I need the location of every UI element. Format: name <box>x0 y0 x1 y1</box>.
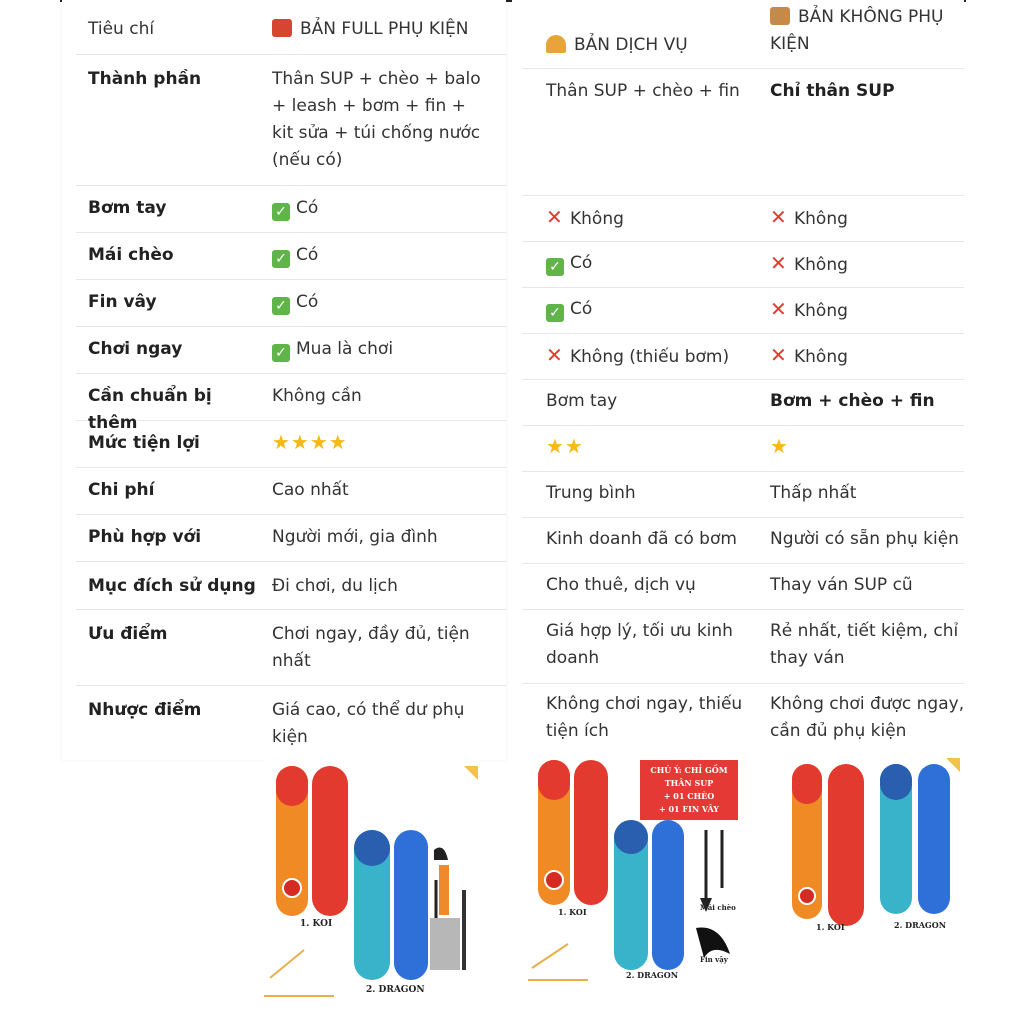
row-value: Không cần <box>272 386 362 406</box>
table-row <box>522 241 964 288</box>
red-board <box>312 766 348 916</box>
cross-icon: ✕ <box>770 205 787 229</box>
koi-caption: 1. KOI <box>300 919 333 929</box>
table-row <box>76 685 506 755</box>
table-row <box>522 609 964 684</box>
beach-umbrella-icon <box>546 35 566 53</box>
row-value: Đi chơi, du lịch <box>272 576 398 596</box>
cross-icon: ✕ <box>770 343 787 367</box>
no-accessory-value: ✕ Không <box>770 251 848 275</box>
row-label: Mái chèo <box>88 245 174 265</box>
cross-icon: ✕ <box>546 343 563 367</box>
service-value: ✕ Không (thiếu bơm) <box>546 343 730 367</box>
no-accessory-value: Rẻ nhất, tiết kiệm, chỉ thay ván <box>770 621 959 668</box>
star-rating: ★ <box>770 434 789 458</box>
table-row <box>76 420 506 468</box>
table-row <box>76 326 506 374</box>
service-value: Thân SUP + chèo + fin <box>546 81 740 101</box>
row-label: Mức tiện lợi <box>88 433 200 453</box>
table-header-row <box>76 0 506 55</box>
row-value: Thân SUP + chèo + balo + leash + bơm + fin + kit sửa + túi chống nước (nếu có) <box>272 69 481 170</box>
board-only-illustration <box>784 758 960 938</box>
check-icon: ✓ <box>546 304 564 322</box>
paddle-caption: Mái chèo <box>700 903 736 912</box>
table-row <box>522 287 964 334</box>
row-label: Thành phần <box>88 69 202 89</box>
table-row <box>76 54 506 186</box>
row-value: ✓ Có <box>272 242 492 269</box>
star-rating: ★★ <box>546 434 584 458</box>
fin-caption: Fin vậy <box>700 955 728 964</box>
check-icon: ✓ <box>272 297 290 315</box>
table-row <box>76 561 506 610</box>
blue-board <box>652 820 684 970</box>
row-label: Bơm tay <box>88 198 167 218</box>
service-value: Trung bình <box>546 483 636 503</box>
full-kit-illustration <box>264 760 480 998</box>
service-kit-product-image <box>528 758 740 984</box>
red-board <box>828 764 864 926</box>
service-header: BẢN DỊCH VỤ <box>546 32 751 59</box>
cross-icon: ✕ <box>546 205 563 229</box>
row-label: Mục đích sử dụng <box>88 576 256 596</box>
table-row <box>522 471 964 518</box>
comparison-table-right <box>512 0 964 760</box>
criteria-header: Tiêu chí <box>88 19 155 39</box>
no-accessory-value: Không chơi được ngay, cần đủ phụ kiện <box>770 694 965 741</box>
no-accessory-value: ✕ Không <box>770 343 848 367</box>
table-row <box>522 68 964 196</box>
row-label: Chi phí <box>88 480 155 500</box>
row-value: Chơi ngay, đầy đủ, tiện nhất <box>272 624 470 671</box>
row-label: Chơi ngay <box>88 339 183 359</box>
koi-caption: 1. KOI <box>558 907 587 917</box>
table-row <box>522 333 964 380</box>
row-label: Ưu điểm <box>88 624 168 644</box>
full-kit-table <box>62 0 506 760</box>
row-label: Nhược điểm <box>88 700 202 720</box>
no-accessory-value: Thay ván SUP cũ <box>770 575 913 595</box>
no-accessory-value: ✕ Không <box>770 297 848 321</box>
toolbox-icon <box>272 19 292 37</box>
cross-icon: ✕ <box>770 297 787 321</box>
no-accessory-header: BẢN KHÔNG PHỤ KIỆN <box>770 7 944 54</box>
table-header-row <box>522 0 964 69</box>
service-value: Kinh doanh đã có bơm <box>546 529 737 549</box>
table-row <box>76 467 506 515</box>
table-row <box>522 683 964 755</box>
row-value: ✓ Có <box>272 289 492 316</box>
row-value: Giá cao, có thể dư phụ kiện <box>272 700 465 747</box>
blue-board <box>394 830 428 980</box>
koi-caption: 1. KOI <box>816 922 845 932</box>
no-accessory-value: Thấp nhất <box>770 483 857 503</box>
table-row <box>522 195 964 242</box>
no-accessory-value: Bơm + chèo + fin <box>770 391 935 411</box>
row-value: Người mới, gia đình <box>272 527 438 547</box>
star-rating: ★★★★ <box>272 430 348 454</box>
service-value: Bơm tay <box>546 391 618 411</box>
table-row <box>76 279 506 327</box>
dragon-caption: 2. DRAGON <box>626 970 679 980</box>
table-row <box>76 609 506 686</box>
table-row <box>522 425 964 472</box>
table-row <box>522 379 964 426</box>
full-kit-product-image <box>264 760 480 998</box>
check-icon: ✓ <box>272 250 290 268</box>
row-value: Cao nhất <box>272 480 349 500</box>
table-row <box>76 232 506 280</box>
red-board <box>574 760 608 905</box>
check-icon: ✓ <box>546 258 564 276</box>
note-line: + 01 FIN VÂY <box>658 804 720 814</box>
service-value: ✕ Không <box>546 205 624 229</box>
no-accessory-value: Người có sẵn phụ kiện <box>770 529 959 549</box>
note-line: THÂN SUP <box>664 778 714 788</box>
no-accessory-value: Chỉ thân SUP <box>770 81 895 101</box>
table-row <box>522 517 964 564</box>
row-value: ✓ Có <box>272 195 492 222</box>
note-line: + 01 CHÈO <box>663 791 715 801</box>
package-icon <box>770 7 790 25</box>
row-label: Fin vây <box>88 292 157 312</box>
table-row <box>76 514 506 562</box>
service-value: Cho thuê, dịch vụ <box>546 575 696 595</box>
blue-board <box>918 764 950 914</box>
service-value: Giá hợp lý, tối ưu kinh doanh <box>546 621 733 668</box>
row-value: ✓ Mua là chơi <box>272 336 492 363</box>
service-value: Không chơi ngay, thiếu tiện ích <box>546 694 743 741</box>
full-kit-header: BẢN FULL PHỤ KIỆN <box>272 16 512 43</box>
table-row <box>76 373 506 433</box>
row-label: Cần chuẩn bị thêm <box>88 386 212 433</box>
table-row <box>76 185 506 233</box>
dragon-caption: 2. DRAGON <box>366 985 425 995</box>
dragon-caption: 2. DRAGON <box>894 920 947 930</box>
check-icon: ✓ <box>272 344 290 362</box>
note-line: CHÚ Ý: CHỈ GỒM <box>650 765 728 775</box>
cross-icon: ✕ <box>770 251 787 275</box>
no-accessory-value: ✕ Không <box>770 205 848 229</box>
service-value: ✓ Có <box>546 296 751 323</box>
check-icon: ✓ <box>272 203 290 221</box>
table-row <box>522 563 964 610</box>
board-only-product-image <box>784 758 960 938</box>
row-label: Phù hợp với <box>88 527 202 547</box>
service-value: ✓ Có <box>546 250 751 277</box>
service-kit-illustration <box>528 758 740 984</box>
